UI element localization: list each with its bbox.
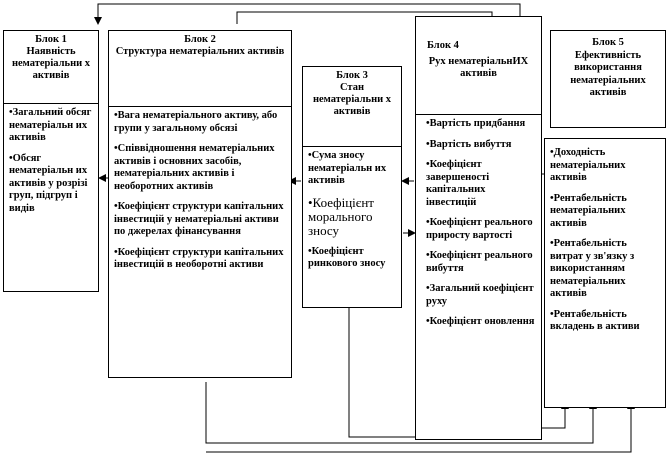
block-5-subtitle: Ефективність використання нематеріальних активів: [570, 49, 646, 98]
list-item: •Вартість вибуття: [426, 138, 512, 150]
list-item: •Доходність нематеріальних активів: [550, 147, 626, 183]
block-2-subtitle: Структура нематеріальних активів: [115, 46, 285, 57]
block-2-title: Блок 2: [184, 34, 216, 45]
block-3-list: [303, 147, 401, 271]
block-1-title: Блок 1: [35, 34, 67, 45]
block-5-title: Блок 5: [592, 37, 624, 48]
block-4-header: [416, 17, 541, 115]
block-1-list: [4, 104, 98, 215]
connector-block3-bottom: [349, 306, 416, 437]
block-2: [108, 30, 292, 378]
block-1-header: [4, 31, 98, 104]
list-item: •Співвідношення нематеріальних активів і основних засобів, нематеріальних активів і необоротних активів: [114, 143, 275, 192]
block-1-subtitle: Наявність нематеріальни х активів: [11, 46, 91, 81]
list-item: •Вартість придбання: [426, 118, 526, 129]
list-item: •Коефіцієнт структури капітальних інвестицій у нематеріальні активи по джерелах фінансування: [114, 201, 284, 237]
block-5-list: [545, 139, 665, 334]
list-item: •Коефіцієнт структури капітальних інвестицій в необоротні активи: [114, 246, 284, 270]
list-item: •Коефіцієнт оновлення: [426, 316, 535, 327]
block-3-subtitle: Стан нематеріальни х активів: [312, 82, 392, 117]
list-item: •Сума зносу нематеріальн их активів: [308, 150, 387, 186]
list-item: •Рентабельність нематеріальних активів: [550, 192, 627, 229]
list-item: •Коефіцієнт реального приросту вартості: [426, 217, 533, 241]
block-4-list: [416, 115, 541, 329]
block-3-header: [303, 67, 401, 147]
block-2-list: [109, 107, 291, 272]
list-item: •Рентабельність витрат у зв'язку з використанням нематеріальних активів: [550, 238, 635, 299]
block-5-header: [550, 30, 666, 128]
block-4: [415, 16, 542, 440]
list-item: •Коефіцієнт реального вибуття: [426, 250, 533, 274]
block-4-subtitle: Рух нематеріальнИХ активів: [428, 56, 529, 79]
list-item: •Рентабельність вкладень в активи: [550, 308, 640, 332]
block-3: [302, 66, 402, 308]
list-item: •Загальний обсяг нематеріальн их активів: [9, 107, 92, 143]
list-item: •Коефіцієнт ринкового зносу: [308, 245, 386, 269]
block-4-title: Блок 4: [427, 40, 459, 51]
list-item: •Коефіцієнт морального зносу: [308, 194, 374, 238]
list-item: •Загальний коефіцієнт руху: [426, 283, 534, 307]
list-item: •Вага нематеріального активу, або групи у загальному обсязі: [114, 110, 278, 134]
block-2-header: [109, 31, 291, 107]
list-item: •Обсяг нематеріальн их активів у розрізі груп, підгруп і видів: [9, 152, 88, 214]
block-1: [3, 30, 99, 292]
list-item: •Коефіцієнт завершеності капітальних інвестицій: [426, 159, 490, 208]
block-3-title: Блок 3: [336, 70, 368, 81]
block-5-list-box: [544, 138, 666, 408]
